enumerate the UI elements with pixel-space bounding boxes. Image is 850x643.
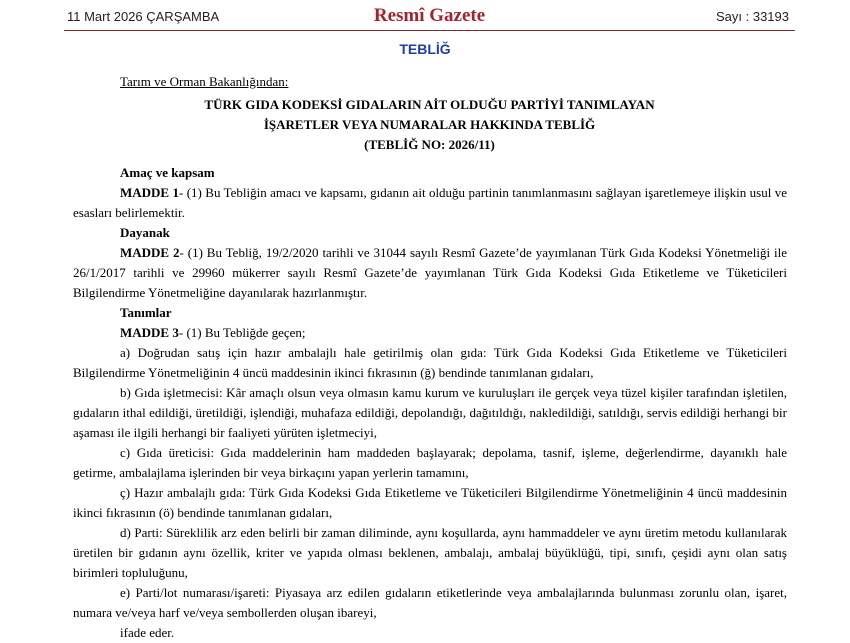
article-number: MADDE 3 [120, 325, 179, 340]
section-title: TEBLİĞ [399, 41, 451, 57]
definition-item: d) Parti: Süreklilik arz eden belirli bir zaman diliminde, aynı koşullarda, aynı hammaddeler ve aynı üretim metodu kullanılarak üretilen bir gıdanın aynı özellik, kriter ve yapıda olması beklenen, ambalajı, ambalaj büyüklüğü, tipi, sınıfı, çeşidi aynı olan satış birimleri topluluğunu, [73, 525, 787, 580]
article-paragraph [73, 243, 787, 303]
document-title-line: İŞARETLER VEYA NUMARALAR HAKKINDA TEBLİĞ [263, 117, 596, 132]
article-text: - (1) Bu Tebliğin amacı ve kapsamı, gıdanın ait olduğu partinin tanımlanmasını sağlayan işaretlemeye ilişkin usul ve esasları belirlemektir. [73, 185, 787, 220]
issue-number: Sayı : 33193 [716, 9, 789, 24]
document-number: (TEBLİĞ NO: 2026/11) [364, 137, 495, 152]
definition-item: b) Gıda işletmecisi: Kâr amaçlı olsun veya olmasın kamu kurum ve kuruluşları ile gerçek veya tüzel kişiler tarafından işletilen, gıdaların ithal edildiği, üretildiği, işlendiği, muhafaza edildiği, depolandığı, dağıtıldığı, nakledildiği, satıldığı, servis edildiği herhangi bir aşaması ile ilgili herhangi bir faaliyeti yürüten işletmeciyi, [73, 385, 787, 440]
document-title-line: TÜRK GIDA KODEKSİ GIDALARIN AİT OLDUĞU PARTİYİ TANIMLAYAN [204, 97, 655, 112]
article-number: MADDE 2 [120, 245, 180, 260]
gazette-header [64, 6, 795, 31]
definition-item: e) Parti/lot numarası/işareti: Piyasaya arz edilen gıdaların etiketlerinde veya ambalajlarında bulunması zorunlu olan, işaret, numara ve/veya harf ve/veya sembollerden oluşan ibareyi, [73, 585, 787, 620]
article-number: MADDE 1 [120, 185, 179, 200]
article-heading: Dayanak [120, 225, 170, 240]
definition-item: c) Gıda üreticisi: Gıda maddelerinin ham maddeden başlayarak; depolama, tasnif, işleme, değerlendirme, dayanıklı hale getirme, ambalajlama işlerinden bir veya birkaçını yapan yerlerin tamamını, [73, 445, 787, 480]
article-text: - (1) Bu Tebliğ, 19/2/2020 tarihli ve 31044 sayılı Resmî Gazete’de yayımlanan Türk Gıda Kodeksi Yönetmeliği ile 26/1/2017 tarihli ve 29960 mükerrer sayılı Resmî Gazete’de yayımlanan Türk Gıda Kodeksi Gıda Etiketleme ve Tüketicileri Bilgilendirme Yönetmeliğine dayanılarak hazırlanmıştır. [73, 245, 787, 300]
article-paragraph [73, 323, 787, 343]
closing-text: ifade eder. [120, 625, 175, 640]
article-text: - (1) Bu Tebliğde geçen; [178, 325, 306, 340]
document-body [73, 163, 787, 643]
issue-date: 11 Mart 2026 ÇARŞAMBA [67, 9, 220, 24]
definition-item: ç) Hazır ambalajlı gıda: Türk Gıda Kodeksi Gıda Etiketleme ve Tüketicileri Bilgilendirme Yönetmeliğinin 4 üncü maddesinin ikinci fıkrasının (ö) bendinde tanımlanan gıdaları, [73, 485, 787, 520]
ministry-name: Tarım ve Orman Bakanlığından: [120, 74, 289, 89]
definition-item: a) Doğrudan satış için hazır ambalajlı hale getirilmiş olan gıda: Türk Gıda Kodeksi Gıda Etiketleme ve Tüketicileri Bilgilendirme Yönetmeliğinin 4 üncü maddesinin ikinci fıkrasının (ğ) bendinde tanımlanan gıdaları, [73, 345, 787, 380]
article-paragraph [73, 183, 787, 223]
article-heading: Amaç ve kapsam [120, 165, 215, 180]
gazette-title: Resmî Gazete [373, 5, 486, 26]
article-heading: Tanımlar [120, 305, 172, 320]
